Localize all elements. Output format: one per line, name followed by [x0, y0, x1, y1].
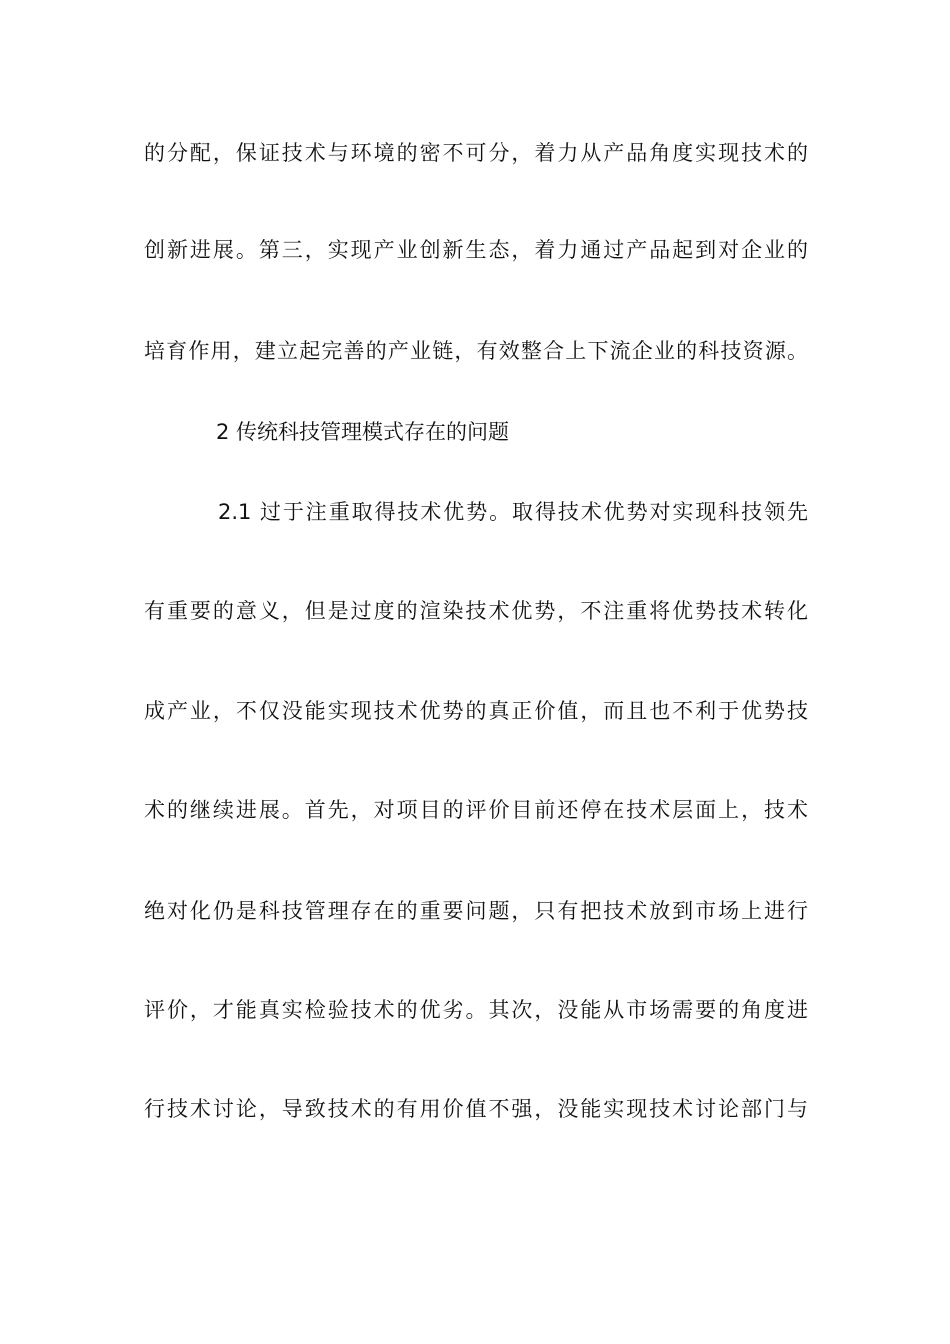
section-line-7: 行技术讨论，导致技术的有用价值不强，没能实现技术讨论部门与: [144, 1097, 808, 1121]
paragraph-line-2: 创新进展。第三，实现产业创新生态，着力通过产品起到对企业的: [144, 238, 808, 262]
section-line-2: 有重要的意义，但是过度的渲染技术优势，不注重将优势技术转化: [144, 599, 808, 623]
paragraph-line-1: 的分配，保证技术与环境的密不可分，着力从产品角度实现技术的: [144, 141, 808, 165]
section-line-5: 绝对化仍是科技管理存在的重要问题，只有把技术放到市场上进行: [144, 899, 808, 923]
section-line-3: 成产业，不仅没能实现技术优势的真正价值，而且也不利于优势技: [144, 699, 808, 723]
paragraph-line-3: 培育作用，建立起完善的产业链，有效整合上下流企业的科技资源。: [144, 339, 808, 363]
section-heading: 2 传统科技管理模式存在的问题: [216, 420, 510, 444]
section-line-1: 2.1 过于注重取得技术优势。取得技术优势对实现科技领先: [218, 500, 808, 524]
section-line-6: 评价，才能真实检验技术的优劣。其次，没能从市场需要的角度进: [144, 998, 808, 1022]
section-line-4: 术的继续进展。首先，对项目的评价目前还停在技术层面上，技术: [144, 798, 808, 822]
